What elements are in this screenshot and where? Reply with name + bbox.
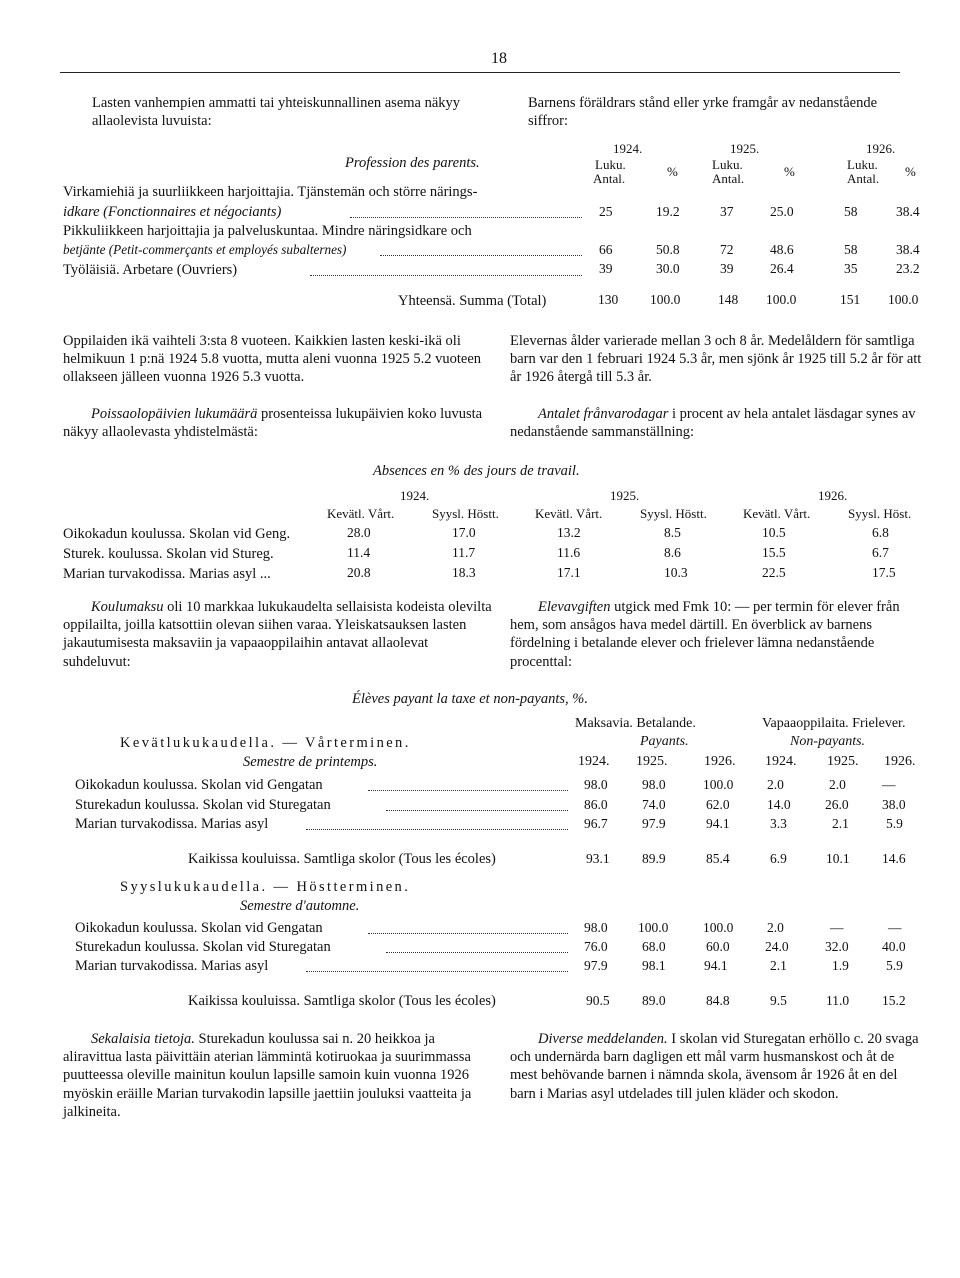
- value: 26.0: [825, 797, 849, 812]
- fee-year: 1925.: [636, 754, 668, 769]
- col-autumn: Syysl. Höst.: [848, 506, 912, 521]
- absences-row-label: Sturek. koulussa. Skolan vid Stureg.: [63, 546, 274, 562]
- value: 1.9: [832, 958, 849, 973]
- value: 50.8: [656, 242, 680, 257]
- value: 20.8: [347, 565, 371, 580]
- profession-row-1-line2: idkare (Fonctionnaires et négociants): [63, 204, 282, 220]
- fee-year: 1924.: [578, 754, 610, 769]
- col-pct-1925: %: [784, 164, 795, 179]
- value: 62.0: [706, 797, 730, 812]
- col-luku-1926: Luku.: [847, 157, 878, 172]
- total-value: 100.0: [766, 292, 797, 307]
- col-antal-1925: Antal.: [712, 171, 745, 186]
- value: 15.5: [762, 545, 786, 560]
- value: 38.4: [896, 204, 920, 219]
- value: 25.0: [770, 204, 794, 219]
- total-value: 11.0: [826, 993, 850, 1008]
- spring-row-label: Marian turvakodissa. Marias asyl: [75, 816, 269, 832]
- year-1925: 1925.: [610, 488, 640, 503]
- profession-total-label: Yhteensä. Summa (Total): [398, 293, 547, 309]
- leader-dots: [368, 790, 568, 791]
- total-value: 89.9: [642, 851, 666, 866]
- fee-intro-finnish: [63, 598, 495, 671]
- autumn-row-label: Sturekadun koulussa. Skolan vid Sturegatan: [75, 939, 331, 955]
- leader-dots: [386, 952, 568, 953]
- year-1924: 1924.: [400, 488, 430, 503]
- value: 96.7: [584, 816, 608, 831]
- absences-row-label: Marian turvakodissa. Marias asyl ...: [63, 566, 271, 582]
- value: 11.4: [347, 545, 371, 560]
- spring-title: Kevätlukukaudella. — Vårterminen.: [120, 735, 411, 751]
- value: 14.0: [767, 797, 791, 812]
- absences-caption: Absences en % des jours de travail.: [373, 463, 580, 479]
- value: 5.9: [886, 816, 903, 831]
- year-1924: 1924.: [613, 141, 643, 156]
- leader-dots: [386, 810, 568, 811]
- value: 39: [599, 261, 613, 276]
- value: 100.0: [703, 777, 734, 792]
- value: 28.0: [347, 525, 371, 540]
- autumn-row-label: Oikokadun koulussa. Skolan vid Gengatan: [75, 920, 323, 936]
- head-payants: Payants.: [640, 734, 689, 749]
- col-antal-1926: Antal.: [847, 171, 880, 186]
- value: 38.4: [896, 242, 920, 257]
- head-free: Vapaaoppilaita. Frielever.: [762, 716, 906, 731]
- fee-year: 1926.: [704, 754, 736, 769]
- value: 2.0: [829, 777, 846, 792]
- value: 6.8: [872, 525, 889, 540]
- total-value: 151: [840, 292, 861, 307]
- value: 25: [599, 204, 613, 219]
- absence-intro-finnish: [63, 405, 495, 441]
- total-value: 148: [718, 292, 739, 307]
- value: 18.3: [452, 565, 476, 580]
- absence-intro-sv-em: Antalet frånvarodagar: [538, 406, 669, 422]
- total-value: 84.8: [706, 993, 730, 1008]
- col-pct-1926: %: [905, 164, 916, 179]
- fee-year: 1926.: [884, 754, 916, 769]
- value: 11.7: [452, 545, 476, 560]
- value: 2.0: [767, 920, 784, 935]
- col-pct-1924: %: [667, 164, 678, 179]
- intro-finnish: Lasten vanhempien ammatti tai yhteiskunnallinen asema näkyy allaolevista luvuista:: [92, 95, 461, 130]
- value: 22.5: [762, 565, 786, 580]
- leader-dots: [306, 971, 568, 972]
- spring-subtitle: Semestre de printemps.: [243, 754, 378, 770]
- absence-intro-swedish: [510, 405, 925, 441]
- misc-finnish: [63, 1030, 490, 1121]
- autumn-total-label: Kaikissa kouluissa. Samtliga skolor (Tous les écoles): [188, 993, 496, 1009]
- value: 94.1: [704, 958, 728, 973]
- value: 76.0: [584, 939, 608, 954]
- value: 17.5: [872, 565, 896, 580]
- value: 8.5: [664, 525, 681, 540]
- value: 10.5: [762, 525, 786, 540]
- total-value: 89.0: [642, 993, 666, 1008]
- col-autumn: Syysl. Höstt.: [640, 506, 707, 521]
- profession-row-1-line1: Virkamiehiä ja suurliikkeen harjoittajia. Tjänstemän och större närings-: [63, 184, 478, 200]
- spring-row-label: Sturekadun koulussa. Skolan vid Sturegatan: [75, 797, 331, 813]
- value: 3.3: [770, 816, 787, 831]
- value: 98.0: [642, 777, 666, 792]
- value: 66: [599, 242, 613, 257]
- total-value: 93.1: [586, 851, 610, 866]
- total-value: 9.5: [770, 993, 787, 1008]
- header-rule: [60, 72, 900, 73]
- total-value: 130: [598, 292, 619, 307]
- col-spring: Kevätl. Vårt.: [743, 506, 811, 521]
- profession-row-2-line2: betjänte (Petit-commerçants et employés subalternes): [63, 242, 347, 257]
- autumn-title: Syyslukukaudella. — Höstterminen.: [120, 879, 411, 895]
- col-luku-1925: Luku.: [712, 157, 743, 172]
- value: 17.1: [557, 565, 581, 580]
- autumn-subtitle: Semestre d'automne.: [240, 898, 360, 914]
- leader-dots: [310, 275, 582, 276]
- year-1925: 1925.: [730, 141, 760, 156]
- misc-fi-em: Sekalaisia tietoja.: [91, 1031, 195, 1047]
- total-value: 90.5: [586, 993, 610, 1008]
- col-spring: Kevätl. Vårt.: [535, 506, 603, 521]
- value: 2.0: [767, 777, 784, 792]
- value: 8.6: [664, 545, 681, 560]
- misc-fi-rest: Sturekadun koulussa sai n. 20 heikkoa ja aliravittua lasta päivittäin aterian lämmintä kotiruokaa ja suurimmassa puutteessa oleville mainitun koulun lapsille samoin kuin vuonna 1926 myöskin eräille Marian turvakodin lapsille jaettiin jouluksi vaatteita ja jalkineita.: [63, 1031, 472, 1120]
- absence-intro-sv-rest: i procent av hela antalet läsdagar synes av nedanstående sammanställning:: [510, 406, 916, 441]
- total-value: 100.0: [650, 292, 681, 307]
- leader-dots: [350, 217, 582, 218]
- value: —: [830, 920, 844, 935]
- value: 32.0: [825, 939, 849, 954]
- col-antal-1924: Antal.: [593, 171, 626, 186]
- absence-intro-fi-rest: prosenteissa lukupäivien koko luvusta näkyy allaolevasta yhdistelmästä:: [63, 406, 483, 441]
- leader-dots: [306, 829, 568, 830]
- fee-year: 1924.: [765, 754, 797, 769]
- value: 48.6: [770, 242, 794, 257]
- spring-row-label: Oikokadun koulussa. Skolan vid Gengatan: [75, 777, 323, 793]
- value: 24.0: [765, 939, 789, 954]
- value: 5.9: [886, 958, 903, 973]
- value: 11.6: [557, 545, 581, 560]
- fee-intro-sv-em: Elevavgiften: [538, 599, 611, 615]
- value: 74.0: [642, 797, 666, 812]
- profession-row-3-line1: Työläisiä. Arbetare (Ouvriers): [63, 262, 238, 278]
- age-finnish: Oppilaiden ikä vaihteli 3:sta 8 vuoteen. Kaikkien lasten keski-ikä oli helmikuun 1 p:nä 1924 5.8 vuotta, mutta aleni vuonna 1925 5.2 vuoteen ollakseen jälleen vuonna 1926 5.3 vuotta.: [63, 333, 482, 386]
- head-paying: Maksavia. Betalande.: [575, 716, 696, 731]
- total-value: 15.2: [882, 993, 906, 1008]
- misc-sv-rest: I skolan vid Sturegatan erhöllo c. 20 svaga och undernärda barn dagligen ett mål varm husmanskost och åt de mest behövande barnen i nämnda skola, ävensom år 1926 åt en del barn i Marias asyl utdelades till julen kläder och skodon.: [510, 1031, 919, 1102]
- col-luku-1924: Luku.: [595, 157, 626, 172]
- value: 98.0: [584, 777, 608, 792]
- profession-caption: Profession des parents.: [345, 155, 480, 171]
- total-value: 14.6: [882, 851, 906, 866]
- value: 68.0: [642, 939, 666, 954]
- value: 2.1: [832, 816, 849, 831]
- value: 35: [844, 261, 858, 276]
- value: 2.1: [770, 958, 787, 973]
- value: 26.4: [770, 261, 794, 276]
- value: 38.0: [882, 797, 906, 812]
- misc-swedish: [510, 1030, 925, 1103]
- value: 23.2: [896, 261, 920, 276]
- value: 17.0: [452, 525, 476, 540]
- value: —: [882, 777, 896, 792]
- fee-intro-fi-em: Koulumaksu: [91, 599, 164, 615]
- fee-intro-sv-rest: utgick med Fmk 10: — per termin för elever från hem, som ansågos hava medel därtill. En överblick av barnens fördelning i betalande elever och frielever lämna nedanstående procenttal:: [510, 599, 900, 670]
- value: 94.1: [706, 816, 730, 831]
- absences-row-label: Oikokadun koulussa. Skolan vid Geng.: [63, 526, 291, 542]
- total-value: 6.9: [770, 851, 787, 866]
- year-1926: 1926.: [818, 488, 848, 503]
- year-1926: 1926.: [866, 141, 896, 156]
- leader-dots: [368, 933, 568, 934]
- value: 86.0: [584, 797, 608, 812]
- value: 98.1: [642, 958, 666, 973]
- value: 37: [720, 204, 734, 219]
- age-swedish: Elevernas ålder varierade mellan 3 och 8 år. Medelåldern för samtliga barn var den 1 februari 1924 5.3 år, men sjönk år 1925 till 5.2 år för att år 1926 återgå till 5.3 år.: [510, 333, 922, 386]
- total-value: 100.0: [888, 292, 919, 307]
- leader-dots: [380, 255, 582, 256]
- value: 58: [844, 204, 858, 219]
- absence-intro-fi-em: Poissaolopäivien lukumäärä: [91, 406, 258, 422]
- intro-swedish: Barnens föräldrars stånd eller yrke framgår av nedanstående siffror:: [528, 95, 878, 130]
- value: 97.9: [584, 958, 608, 973]
- value: 97.9: [642, 816, 666, 831]
- value: 13.2: [557, 525, 581, 540]
- value: 6.7: [872, 545, 889, 560]
- col-spring: Kevätl. Vårt.: [327, 506, 395, 521]
- value: 30.0: [656, 261, 680, 276]
- total-value: 85.4: [706, 851, 730, 866]
- value: 39: [720, 261, 734, 276]
- value: 40.0: [882, 939, 906, 954]
- fee-year: 1925.: [827, 754, 859, 769]
- value: 60.0: [706, 939, 730, 954]
- value: 98.0: [584, 920, 608, 935]
- value: 58: [844, 242, 858, 257]
- value: —: [888, 920, 902, 935]
- fee-intro-fi-rest: oli 10 markkaa lukukaudelta sellaisista kodeista olevilta oppilailta, joilla katsottiin olevan siihen varaa. Yleiskatsauksen lasten jakautumisesta maksaviin ja vapaaoppilaihin antavat allaolevat suhdeluvut:: [63, 599, 492, 670]
- value: 10.3: [664, 565, 688, 580]
- fee-intro-swedish: [510, 598, 925, 671]
- autumn-row-label: Marian turvakodissa. Marias asyl: [75, 958, 269, 974]
- value: 19.2: [656, 204, 680, 219]
- fees-caption: Élèves payant la taxe et non-payants, %.: [352, 691, 588, 707]
- profession-row-2-line1: Pikkuliikkeen harjoittajia ja palveluskuntaa. Mindre näringsidkare och: [63, 223, 472, 239]
- total-value: 10.1: [826, 851, 850, 866]
- value: 100.0: [638, 920, 669, 935]
- page-number: 18: [491, 50, 507, 67]
- col-autumn: Syysl. Höstt.: [432, 506, 499, 521]
- head-nonpayants: Non-payants.: [790, 734, 866, 749]
- misc-sv-em: Diverse meddelanden.: [538, 1031, 668, 1047]
- value: 72: [720, 242, 734, 257]
- spring-total-label: Kaikissa kouluissa. Samtliga skolor (Tous les écoles): [188, 851, 496, 867]
- value: 100.0: [703, 920, 734, 935]
